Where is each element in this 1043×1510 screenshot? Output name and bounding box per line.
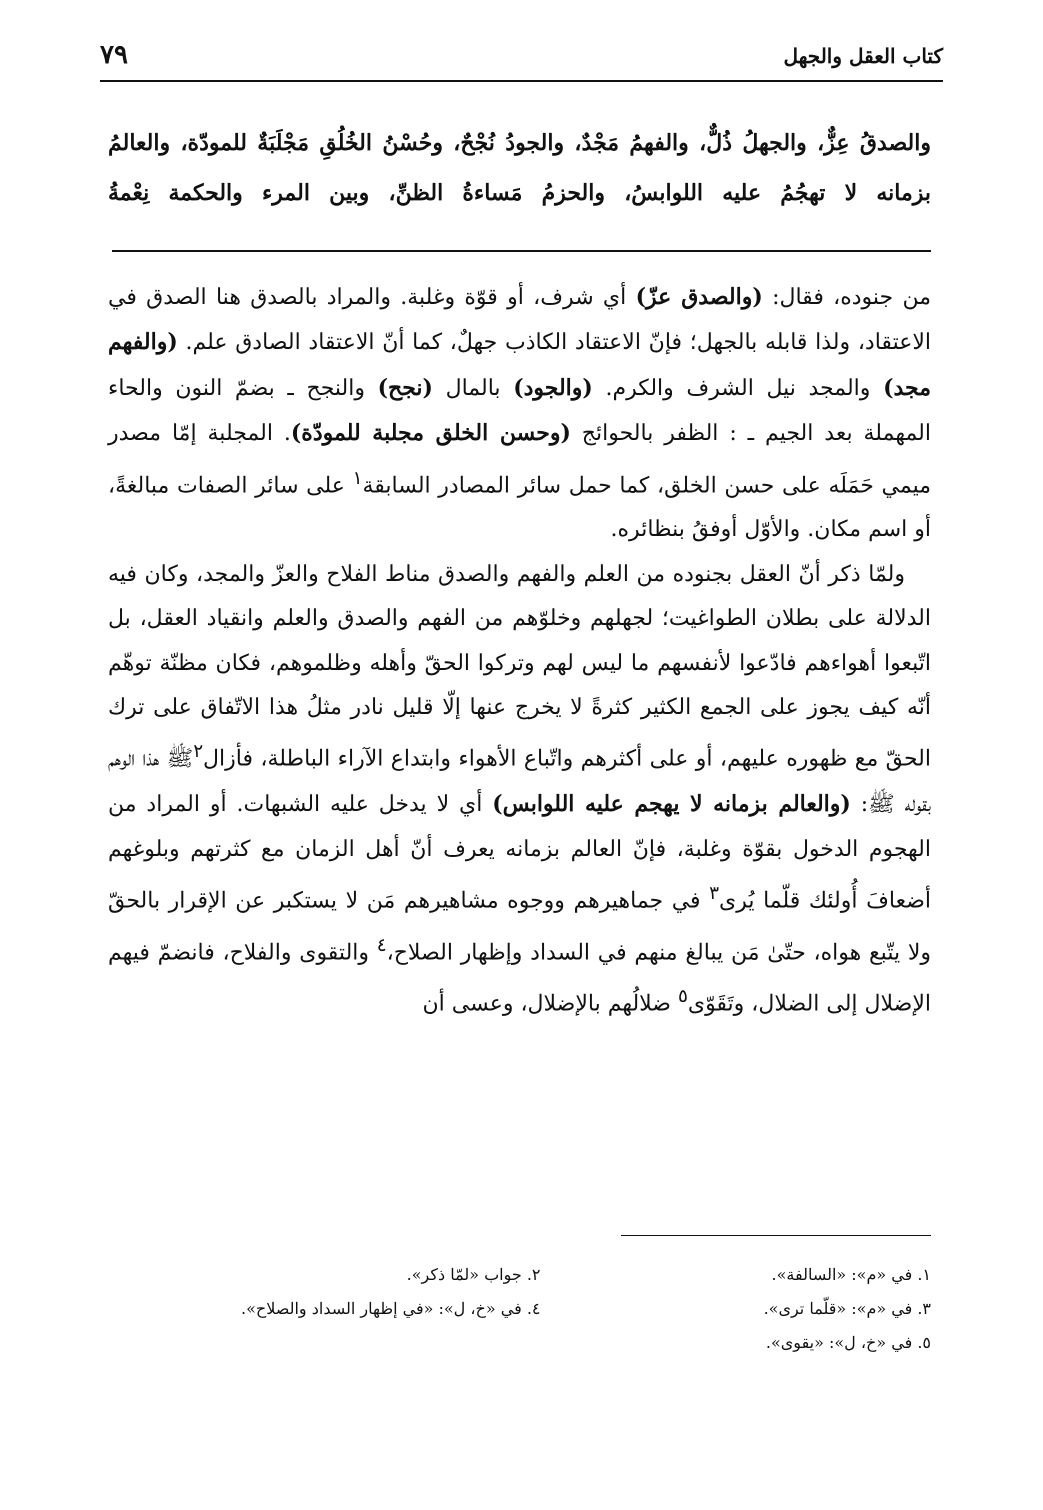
footnote-ref-4: ٤ <box>376 934 387 956</box>
quoted-phrase: (والفهم مجد) <box>108 329 932 401</box>
text-run: بالمال <box>432 375 514 401</box>
footnote-ref-1: ١ <box>352 467 363 489</box>
hadith-text: والصدقُ عِزٌّ، والجهلُ ذُلٌّ، والفهمُ مَجْدٌ، والجودُ نُجْحٌ، وحُسْنُ الخُلُقِ مَجْلَبَةٌ للمودّة، والعالمُ بزمانه لا تهجُمُ عليه اللوابسُ، والحزمُ مَساءةُ الظنِّ، وبين المرء والحكمة نِعْمةُ <box>108 130 931 206</box>
footnote-5: ٥. في «خ، ل»: «يقوى». <box>765 1333 931 1352</box>
text-run: من جنوده، فقال: <box>762 285 931 310</box>
text-run: ﷺ هذا الوهم بقوله ﷺ: <box>108 746 932 818</box>
running-title: كتاب العقل والجهل <box>783 44 943 68</box>
text-run: والنجح ـ بضمّ النون والحاء المهملة بعد الجيم ـ : الظفر بالحوائج <box>108 375 931 447</box>
quoted-phrase: (والصدق عزّ) <box>635 284 763 310</box>
quoted-phrase: (والجود) <box>513 374 593 401</box>
footnote-ref-2: ٢ <box>193 741 204 763</box>
quoted-phrase: (نجح) <box>377 374 433 401</box>
footnote-ref-3: ٣ <box>709 882 720 904</box>
text-run: والمجد نيل الشرف والكرم. <box>592 375 884 401</box>
commentary-paragraph-1 <box>108 275 931 553</box>
footnote-3: ٣. في «م»: «قلّما ترى». <box>763 1299 931 1318</box>
footnote-row <box>150 1258 931 1292</box>
text-run: في جماهيرهم ووجوه مشاهيرهم مَن لا يستكبر عن الإقرار بالحقّ ولا يتّبع هواه، حتّىٰ مَن يبالغ منهم في السداد وإظهار الصلاح، <box>108 888 931 965</box>
footnote-ref-5: ٥ <box>677 986 688 1008</box>
footnote-divider <box>621 1235 931 1236</box>
text-run: والتقوى والفلاح، فانضمّ فيهم الإضلال إلى الضلال، وتَقَوّى <box>108 940 931 1017</box>
page-number: ٧٩ <box>100 40 128 70</box>
text-run: أي لا يدخل عليه الشبهات. أو المراد من الهجوم الدخول بقوّة وغلبة، فإنّ العالم بزمانه يعرف أنّ أهل الزمان مع كثرتهم وبلوغهم أضعافَ أُولئك قلّما يُرى <box>108 792 931 914</box>
commentary-body <box>108 275 931 1027</box>
quoted-phrase: (وحسن الخلق مجلبة للمودّة) <box>290 420 571 447</box>
footnotes <box>150 1258 931 1360</box>
footnote-4: ٤. في «خ، ل»: «في إظهار السداد والصلاح». <box>240 1299 541 1318</box>
footnote-row <box>150 1326 931 1360</box>
quoted-phrase: (والعالم بزمانه لا يهجم عليه اللوابس) <box>492 791 851 818</box>
footnote-1: ١. في «م»: «السالفة». <box>771 1265 931 1284</box>
text-run: على سائر الصفات مبالغةً، أو اسم مكان. والأوّل أوفقُ بنظائره. <box>108 472 931 543</box>
page-header <box>100 40 943 80</box>
footnote-2: ٢. جواب «لمّا ذكر». <box>406 1265 541 1284</box>
commentary-paragraph-2 <box>108 553 931 1027</box>
footnote-row <box>150 1292 931 1326</box>
text-run: . المجلبة إمّا مصدر ميمي حَمَلَه على حسن الخلق، كما حمل سائر المصادر السابقة <box>108 421 931 498</box>
hadith-divider <box>112 250 931 252</box>
text-run: ضلالُهم بالإضلال، وعسى أن <box>422 991 678 1017</box>
header-divider <box>100 80 943 82</box>
text-run: أي شرف، أو قوّة وغلبة. والمراد بالصدق هنا الصدق في الاعتقاد، ولذا قابله بالجهل؛ فإنّ الاعتقاد الكاذب جهلٌ، كما أنّ الاعتقاد الصادق علم. <box>108 285 931 356</box>
text-run: ولمّا ذكر أنّ العقل بجنوده من العلم والفهم والصدق مناط الفلاح والعزّ والمجد، وكان فيه الدلالة على بطلان الطواغيت؛ لجهلهم وخلوّهم من الفهم والصدق والعلم وانقياد العقل، بل اتّبعوا أهواءهم فادّعوا لأنفسهم ما ليس لهم وتركوا الحقّ وأهله وظلموهم، فكان مظنّة توهّم أنّه كيف يجوز على الجمع الكثير كثرةً لا يخرج عنها إلّا قليل نادر مثلُ هذا الاتّفاق على ترك الحقّ مع ظهوره عليهم، أو على أكثرهم واتّباع الأهواء وابتداع الآراء الباطلة، فأزال <box>108 561 932 772</box>
